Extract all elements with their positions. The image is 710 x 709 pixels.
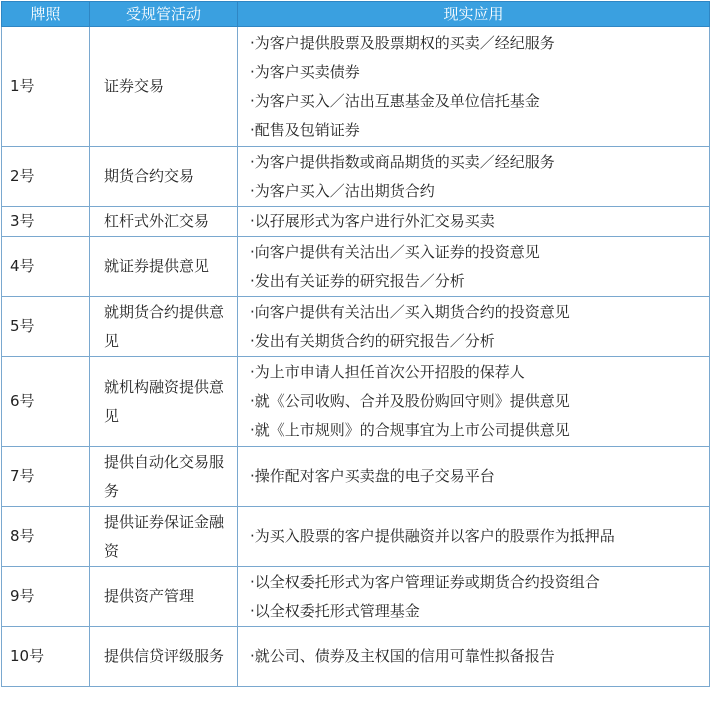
application-item: ·向客户提供有关沽出／买入期货合约的投资意见: [250, 302, 570, 321]
activity-name: 提供自动化交易服务: [90, 447, 238, 507]
application-item: ·就公司、债券及主权国的信用可靠性拟备报告: [250, 647, 555, 665]
license-number: 3号: [2, 207, 90, 237]
application-item: ·为客户买入／沽出期货合约: [250, 181, 435, 200]
table-row: [2, 237, 710, 297]
activity-name: 就证券提供意见: [90, 237, 238, 297]
license-number: 6号: [2, 357, 90, 447]
activity-name: 就期货合约提供意见: [90, 297, 238, 357]
license-number: 9号: [2, 567, 90, 627]
application-cell: [238, 237, 710, 297]
application-item: ·以孖展形式为客户进行外汇交易买卖: [250, 212, 495, 230]
table-row: [2, 507, 710, 567]
table-row: [2, 207, 710, 237]
license-number: 4号: [2, 237, 90, 297]
header-license: 牌照: [2, 2, 90, 27]
table-row: [2, 147, 710, 207]
application-cell: [238, 627, 710, 687]
application-cell: [238, 447, 710, 507]
application-item: ·为客户买卖债券: [250, 62, 360, 81]
table-row: [2, 447, 710, 507]
application-cell: [238, 147, 710, 207]
application-cell: [238, 567, 710, 627]
application-item: ·就《上市规则》的合规事宜为上市公司提供意见: [250, 421, 570, 439]
application-item: ·操作配对客户买卖盘的电子交易平台: [250, 467, 495, 485]
application-cell: [238, 207, 710, 237]
header-activity: 受规管活动: [90, 2, 238, 27]
application-item: ·以全权委托形式为客户管理证券或期货合约投资组合: [250, 572, 600, 591]
application-cell: [238, 507, 710, 567]
application-item: ·为客户提供指数或商品期货的买卖／经纪服务: [250, 152, 555, 171]
license-number: 10号: [2, 627, 90, 687]
table-row: [2, 27, 710, 147]
activity-name: 提供资产管理: [90, 567, 238, 627]
application-item: ·向客户提供有关沽出／买入证券的投资意见: [250, 242, 540, 261]
application-item: ·发出有关证券的研究报告／分析: [250, 271, 465, 290]
application-item: ·发出有关期货合约的研究报告／分析: [250, 331, 495, 350]
table-row: [2, 567, 710, 627]
activity-name: 提供信贷评级服务: [90, 627, 238, 687]
activity-name: 提供证券保证金融资: [90, 507, 238, 567]
table-row: [2, 297, 710, 357]
activity-name: 证券交易: [90, 27, 238, 147]
application-item: ·以全权委托形式管理基金: [250, 601, 420, 620]
license-table: [1, 1, 710, 687]
license-number: 1号: [2, 27, 90, 147]
license-number: 5号: [2, 297, 90, 357]
license-number: 8号: [2, 507, 90, 567]
table-row: [2, 357, 710, 447]
activity-name: 杠杆式外汇交易: [90, 207, 238, 237]
application-item: ·为买入股票的客户提供融资并以客户的股票作为抵押品: [250, 527, 615, 545]
table-header-row: [2, 2, 710, 27]
header-application: 现实应用: [238, 2, 710, 27]
license-number: 7号: [2, 447, 90, 507]
license-number: 2号: [2, 147, 90, 207]
application-item: ·为客户提供股票及股票期权的买卖／经纪服务: [250, 33, 555, 52]
application-cell: [238, 297, 710, 357]
application-item: ·配售及包销证券: [250, 120, 360, 139]
application-item: ·为上市申请人担任首次公开招股的保荐人: [250, 363, 525, 381]
application-item: ·为客户买入／沽出互惠基金及单位信托基金: [250, 91, 540, 110]
application-cell: [238, 357, 710, 447]
activity-name: 就机构融资提供意见: [90, 357, 238, 447]
application-item: ·就《公司收购、合并及股份购回守则》提供意见: [250, 392, 570, 410]
application-cell: [238, 27, 710, 147]
table-row: [2, 627, 710, 687]
activity-name: 期货合约交易: [90, 147, 238, 207]
license-table-container: [1, 1, 709, 707]
